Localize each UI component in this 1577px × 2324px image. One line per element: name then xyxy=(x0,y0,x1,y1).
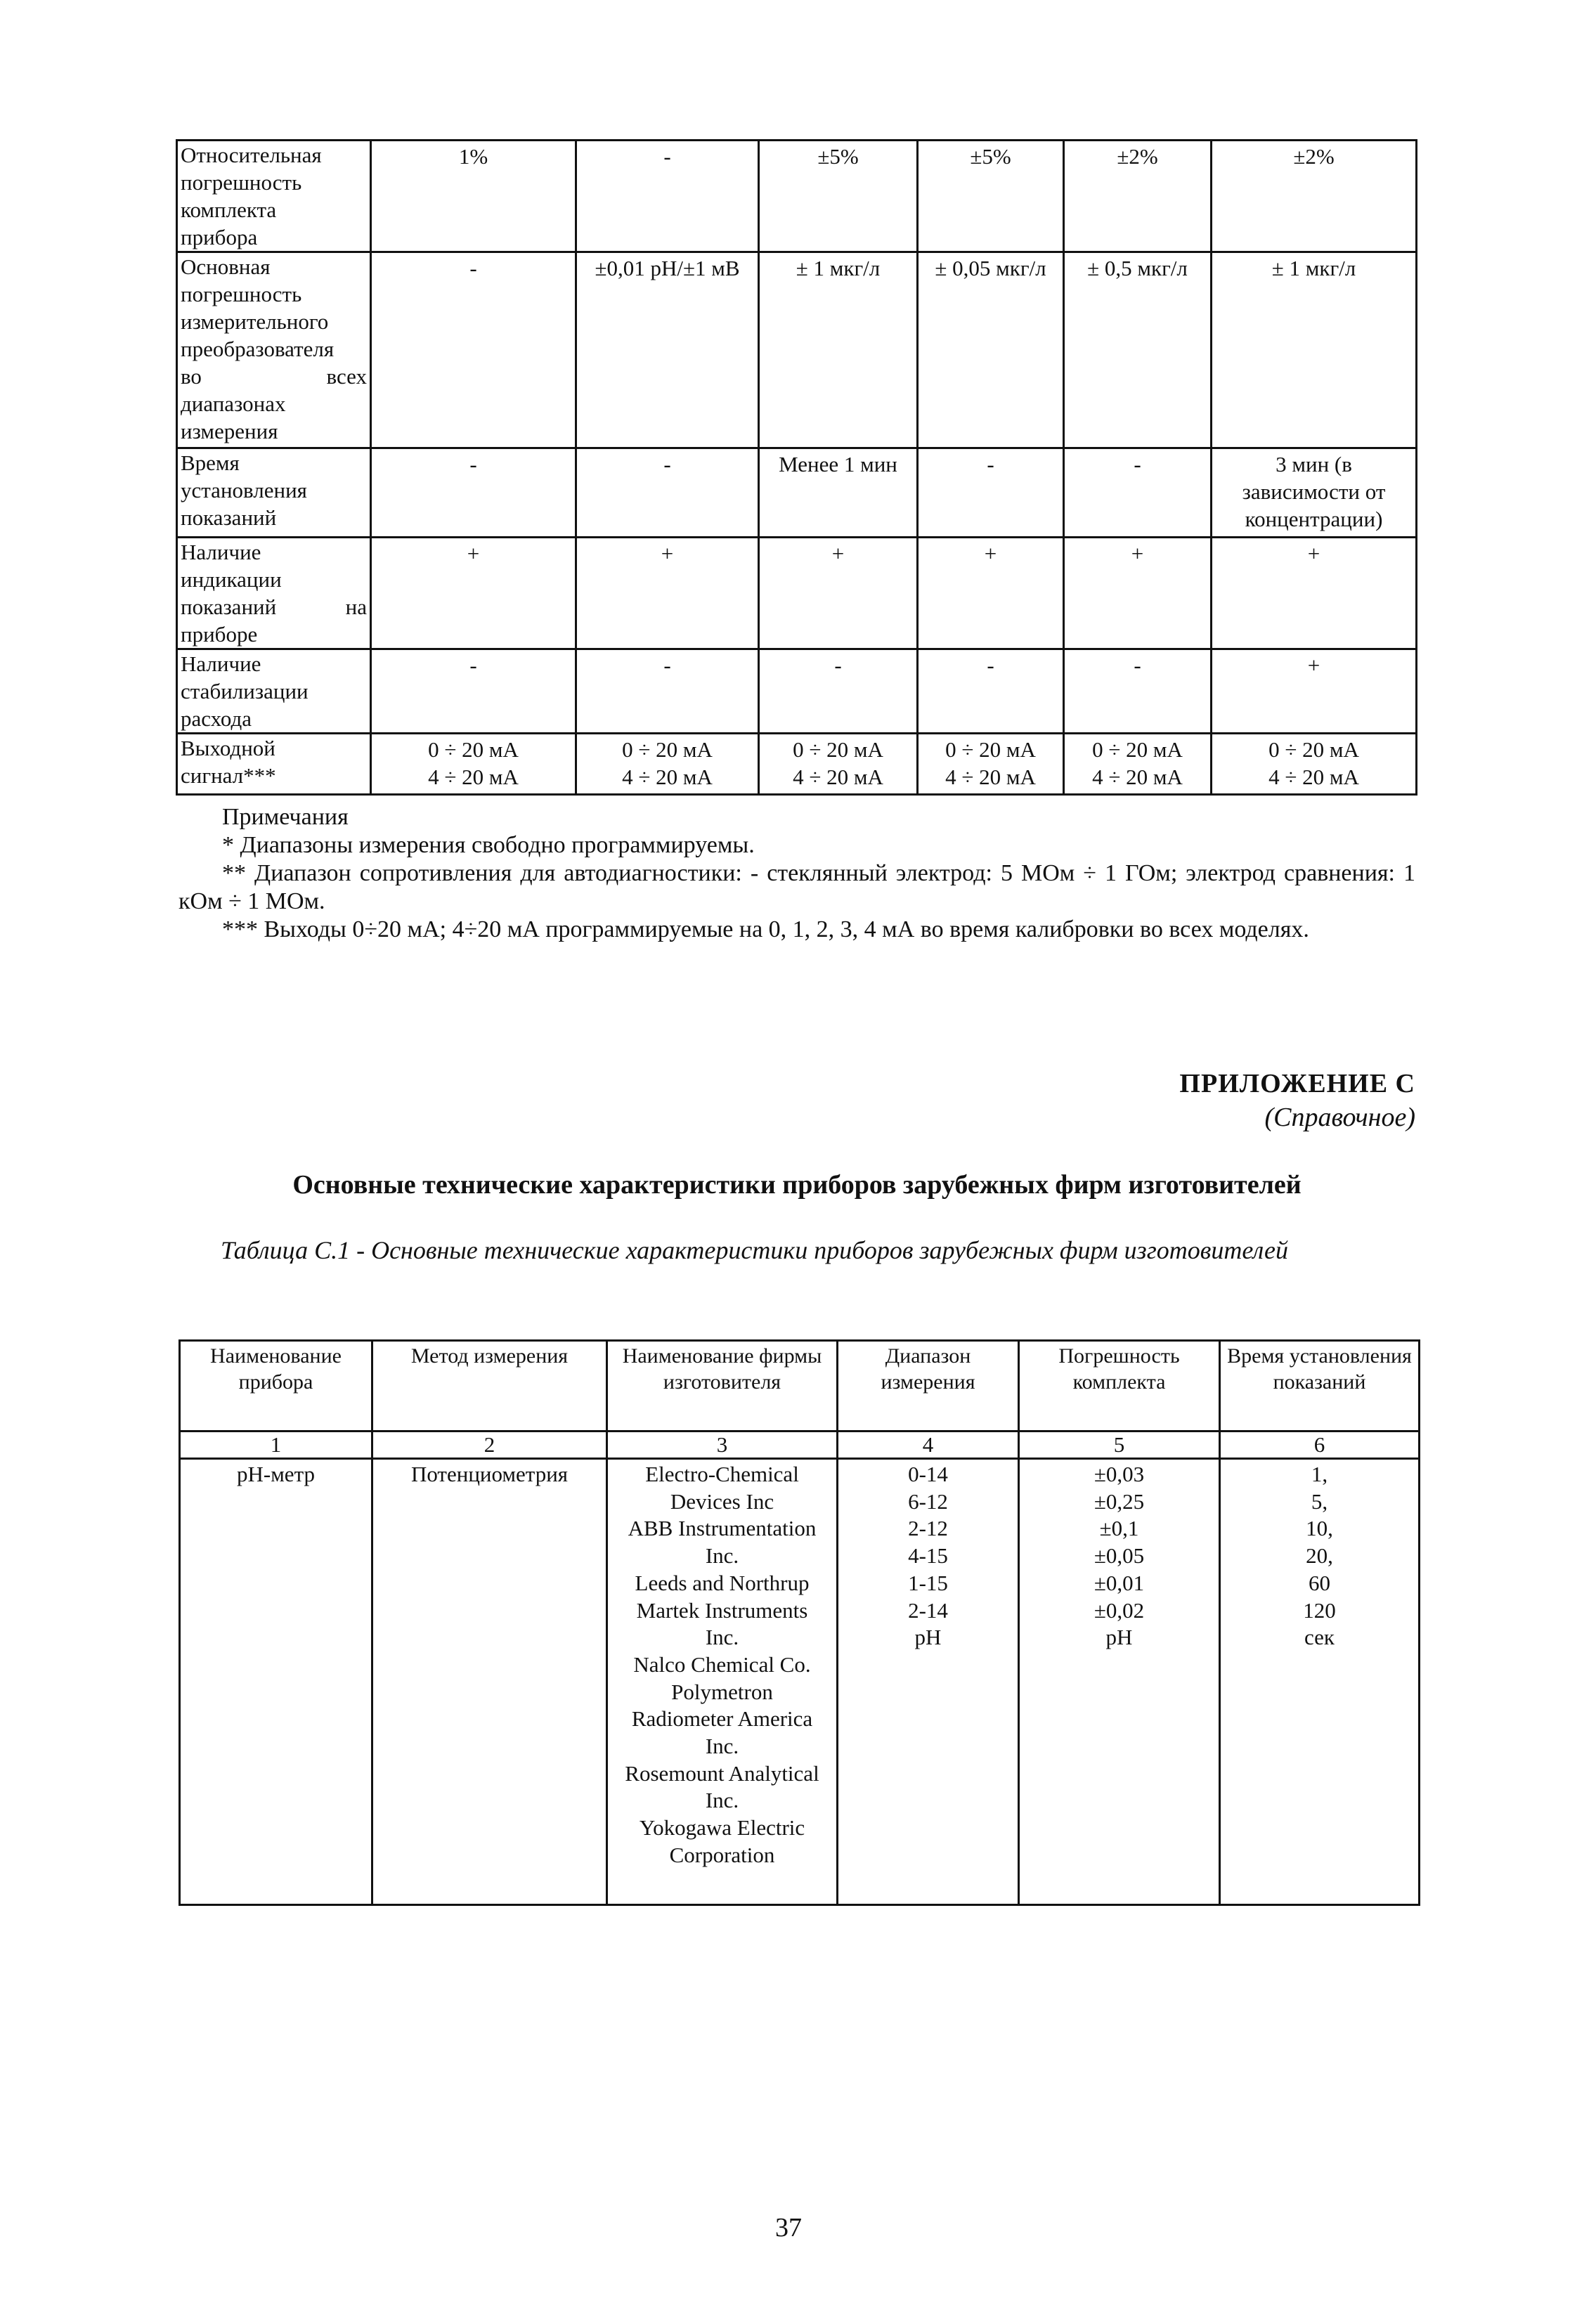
value-cell: - xyxy=(576,141,759,252)
column-number: 4 xyxy=(838,1432,1019,1459)
list-line: Yokogawa Electric xyxy=(639,1815,805,1841)
table-row xyxy=(180,1459,1420,1905)
column-number: 6 xyxy=(1220,1432,1420,1459)
value-cell: + xyxy=(576,538,759,649)
list-line: 6-12 xyxy=(908,1488,948,1514)
row-label-line: преобразователя xyxy=(181,337,335,361)
row-label xyxy=(177,734,371,795)
method-cell: Потенциометрия xyxy=(372,1459,607,1905)
row-label-line: приборе xyxy=(181,622,258,647)
row-label-line: установления xyxy=(181,478,307,502)
specs-table-continued xyxy=(176,139,1417,796)
value-cell: Менее 1 мин xyxy=(759,448,918,538)
value-cell: 0 ÷ 20 мА 4 ÷ 20 мА xyxy=(371,734,576,795)
device-cell: pH-метр xyxy=(180,1459,372,1905)
value-cell: - xyxy=(918,448,1064,538)
value-cell: + xyxy=(759,538,918,649)
row-label-line: прибора xyxy=(181,225,258,249)
row-label-line: измерения xyxy=(181,419,278,443)
table-row xyxy=(177,141,1417,252)
row-label-line: расхода xyxy=(181,706,252,731)
list-line: ±0,02 xyxy=(1093,1597,1145,1623)
list-line: ±0,01 xyxy=(1093,1570,1145,1595)
value-cell: ± 1 мкг/л xyxy=(759,252,918,448)
list-line: 0-14 xyxy=(908,1462,948,1486)
column-number: 3 xyxy=(607,1432,838,1459)
value-cell: - xyxy=(371,448,576,538)
table-caption: Таблица С.1 - Основные технические характеристики приборов зарубежных фирм изготовителей xyxy=(221,1236,1289,1264)
section-title: Основные технические характеристики приборов зарубежных фирм изготовителей xyxy=(292,1170,1302,1200)
list-line: Inc. xyxy=(705,1734,739,1759)
value-cell: ± 1 мкг/л xyxy=(1212,252,1417,448)
list-line: 1-15 xyxy=(908,1570,948,1595)
header-cell: Диапазон измерения xyxy=(838,1341,1019,1432)
row-label-line: Основная xyxy=(181,254,271,279)
notes-heading: Примечания xyxy=(222,804,349,830)
list-line: ±0,03 xyxy=(1093,1462,1145,1486)
value-cell: ±5% xyxy=(918,141,1064,252)
value-cell: ± 0,05 мкг/л xyxy=(918,252,1064,448)
row-label-line: Время xyxy=(181,450,240,475)
row-label-line: диапазонах xyxy=(181,391,286,416)
value-cell: ±2% xyxy=(1212,141,1417,252)
row-label-line: показаний xyxy=(181,505,277,530)
appendix-title: ПРИЛОЖЕНИЕ С xyxy=(1179,1069,1415,1098)
value-cell: - xyxy=(918,649,1064,734)
list-line: 4-15 xyxy=(908,1543,948,1569)
header-cell: Наименование прибора xyxy=(180,1341,372,1432)
row-label-line: погрешность xyxy=(181,282,302,306)
list-line: pH xyxy=(1105,1625,1133,1650)
list-line: ±0,05 xyxy=(1093,1543,1145,1569)
list-line: Devices Inc xyxy=(670,1488,774,1514)
row-label xyxy=(177,252,371,448)
header-cell: Время установления показаний xyxy=(1220,1341,1420,1432)
manufacturers-cell xyxy=(607,1459,838,1905)
value-cell: - xyxy=(576,649,759,734)
value-cell: 0 ÷ 20 мА 4 ÷ 20 мА xyxy=(918,734,1064,795)
header-cell: Наименование фирмы изготовителя xyxy=(607,1341,838,1432)
row-label-line: Относительная xyxy=(181,143,322,167)
value-cell: + xyxy=(1212,538,1417,649)
table-row xyxy=(177,252,1417,448)
header-cell: Погрешность комплекта xyxy=(1019,1341,1220,1432)
list-line: ±0,1 xyxy=(1099,1516,1139,1541)
header-cell: Метод измерения xyxy=(372,1341,607,1432)
row-label xyxy=(177,538,371,649)
page-number: 37 xyxy=(775,2213,802,2242)
value-cell: - xyxy=(371,649,576,734)
row-label xyxy=(177,448,371,538)
row-label xyxy=(177,141,371,252)
row-label xyxy=(177,649,371,734)
row-label-line: погрешность xyxy=(181,170,302,195)
note-item-3: *** Выходы 0÷20 мА; 4÷20 мА программируемые на 0, 1, 2, 3, 4 мА во время калибровки во всех моделях. xyxy=(222,916,1309,942)
row-label-line: индикации xyxy=(181,567,282,592)
value-cell: 0 ÷ 20 мА 4 ÷ 20 мА xyxy=(576,734,759,795)
ranges-cell xyxy=(838,1459,1019,1905)
value-cell: ±5% xyxy=(759,141,918,252)
list-line: 60 xyxy=(1309,1570,1330,1595)
list-line: 10, xyxy=(1306,1516,1333,1541)
list-line: 5, xyxy=(1311,1488,1328,1514)
value-cell: ±0,01 pH/±1 мВ xyxy=(576,252,759,448)
value-cell: - xyxy=(1064,448,1212,538)
row-label-line: Наличие xyxy=(181,540,261,564)
list-line: ±0,25 xyxy=(1093,1488,1145,1514)
list-line: 1, xyxy=(1311,1462,1328,1486)
column-number-row xyxy=(180,1432,1420,1459)
list-line: Nalco Chemical Co. xyxy=(633,1651,811,1677)
times-cell xyxy=(1220,1459,1420,1905)
list-line: ABB Instrumentation xyxy=(628,1516,817,1541)
notes-block xyxy=(179,803,1415,944)
list-line: pH xyxy=(914,1625,942,1650)
value-cell: - xyxy=(371,252,576,448)
value-cell: + xyxy=(918,538,1064,649)
value-cell: - xyxy=(576,448,759,538)
list-line: Radiometer America xyxy=(631,1706,813,1732)
row-label-line: комплекта xyxy=(181,197,277,222)
value-cell: ± 0,5 мкг/л xyxy=(1064,252,1212,448)
value-cell: 0 ÷ 20 мА 4 ÷ 20 мА xyxy=(759,734,918,795)
row-label-line: Наличие xyxy=(181,651,261,676)
list-line: 2-14 xyxy=(908,1597,948,1623)
errors-cell xyxy=(1019,1459,1220,1905)
column-number: 2 xyxy=(372,1432,607,1459)
row-label-line: во всех xyxy=(181,364,367,389)
list-line: 120 xyxy=(1303,1597,1336,1623)
foreign-devices-table xyxy=(179,1339,1420,1906)
value-cell: 3 мин (в зависимости от концентрации) xyxy=(1212,448,1417,538)
value-cell: + xyxy=(1064,538,1212,649)
column-number: 1 xyxy=(180,1432,372,1459)
list-line: Leeds and Northrup xyxy=(635,1570,810,1595)
row-label-line: показаний на xyxy=(181,595,367,619)
list-line: 2-12 xyxy=(908,1516,948,1541)
row-label-line: измерительного xyxy=(181,309,329,334)
value-cell: - xyxy=(759,649,918,734)
value-cell: ±2% xyxy=(1064,141,1212,252)
list-line: Martek Instruments xyxy=(636,1597,808,1623)
table-row xyxy=(177,649,1417,734)
list-line: 20, xyxy=(1306,1543,1333,1569)
value-cell: 0 ÷ 20 мА 4 ÷ 20 мА xyxy=(1064,734,1212,795)
row-label-line: Выходной xyxy=(181,736,275,760)
table-row xyxy=(177,538,1417,649)
appendix-heading xyxy=(1179,1067,1415,1134)
value-cell: + xyxy=(371,538,576,649)
list-line: Inc. xyxy=(705,1788,739,1813)
value-cell: 0 ÷ 20 мА 4 ÷ 20 мА xyxy=(1212,734,1417,795)
table-row xyxy=(177,734,1417,795)
list-line: Corporation xyxy=(669,1842,775,1867)
list-line: Inc. xyxy=(705,1543,739,1569)
table-header-row xyxy=(180,1341,1420,1432)
value-cell: - xyxy=(1064,649,1212,734)
list-line: Polymetron xyxy=(671,1679,773,1704)
row-label-line: сигнал*** xyxy=(181,763,276,788)
row-label-line: стабилизации xyxy=(181,679,309,703)
value-cell: + xyxy=(1212,649,1417,734)
list-line: сек xyxy=(1304,1625,1335,1650)
note-item-2: ** Диапазон сопротивления для автодиагностики: - стеклянный электрод: 5 МОм ÷ 1 ГОм; электрод сравнения: 1 кОм ÷ 1 МОм. xyxy=(179,860,1415,914)
column-number: 5 xyxy=(1019,1432,1220,1459)
list-line: Electro-Chemical xyxy=(645,1462,799,1486)
appendix-subtitle: (Справочное) xyxy=(1264,1103,1415,1132)
list-line: Inc. xyxy=(705,1625,739,1650)
list-line: Rosemount Analytical xyxy=(625,1760,819,1786)
table-row xyxy=(177,448,1417,538)
value-cell: 1% xyxy=(371,141,576,252)
note-item-1: * Диапазоны измерения свободно программируемы. xyxy=(222,832,755,858)
